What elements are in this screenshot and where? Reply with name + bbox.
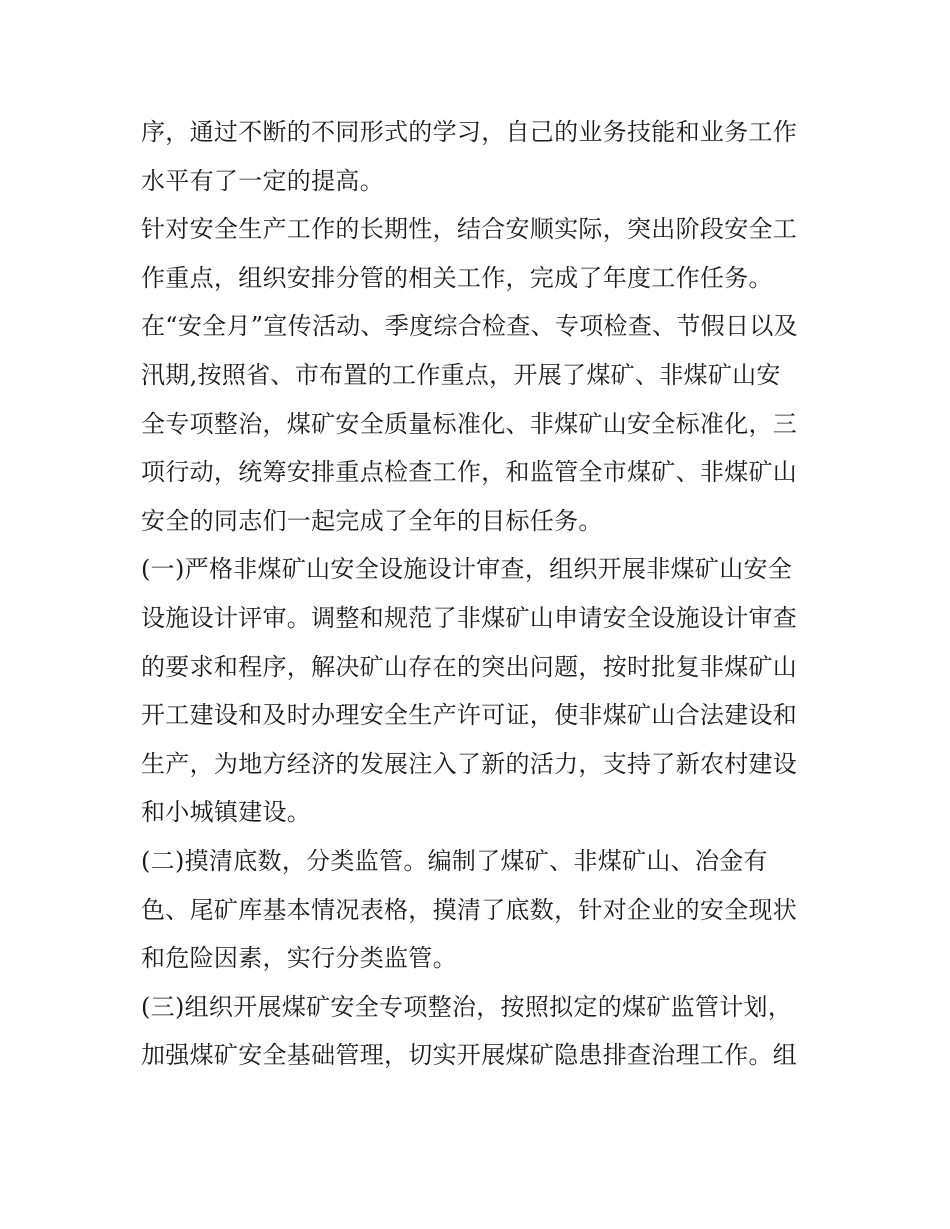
text-line: 序，通过不断的不同形式的学习，自己的业务技能和业务工作: [141, 118, 798, 146]
text-line: (一)严格非煤矿山安全设施设计审查，组织开展非煤矿山安全: [141, 555, 793, 584]
text-line: 汛期,按照省、市布置的工作重点，开展了煤矿、非煤矿山安: [141, 360, 781, 389]
text-line: 和危险因素，实行分类监管。: [141, 944, 457, 973]
text-line: 的要求和程序，解决矿山存在的突出问题，按时批复非煤矿山: [141, 652, 798, 681]
document-body: [141, 108, 821, 1080]
text-line: 在“安全月”宣传活动、季度综合检查、专项检查、节假日以及: [141, 312, 798, 341]
text-line: 安全的同志们一起完成了全年的目标任务。: [141, 506, 603, 535]
text-line: 全专项整治，煤矿安全质量标准化、非煤矿山安全标准化，三: [141, 409, 798, 438]
text-line: 加强煤矿安全基础管理，切实开展煤矿隐患排查治理工作。组: [141, 1041, 798, 1070]
text-line: 作重点，组织安排分管的相关工作，完成了年度工作任务。: [141, 263, 773, 292]
text-line: 水平有了一定的提高。: [141, 166, 384, 195]
text-line: 项行动，统筹安排重点检查工作，和监管全市煤矿、非煤矿山: [141, 458, 798, 487]
text-line: 生产，为地方经济的发展注入了新的活力，支持了新农村建设: [141, 749, 798, 778]
text-line: 色、尾矿库基本情况表格，摸清了底数，针对企业的安全现状: [141, 895, 798, 924]
text-line: 设施设计评审。调整和规范了非煤矿山申请安全设施设计审查: [141, 603, 798, 632]
text-line: 开工建设和及时办理安全生产许可证，使非煤矿山合法建设和: [141, 701, 798, 730]
text-line: 和小城镇建设。: [141, 798, 312, 827]
text-line: (二)摸清底数，分类监管。编制了煤矿、非煤矿山、冶金有: [141, 846, 768, 875]
text-line: (三)组织开展煤矿安全专项整治，按照拟定的煤矿监管计划，: [141, 992, 793, 1021]
text-line: 针对安全生产工作的长期性，结合安顺实际，突出阶段安全工: [141, 215, 798, 244]
